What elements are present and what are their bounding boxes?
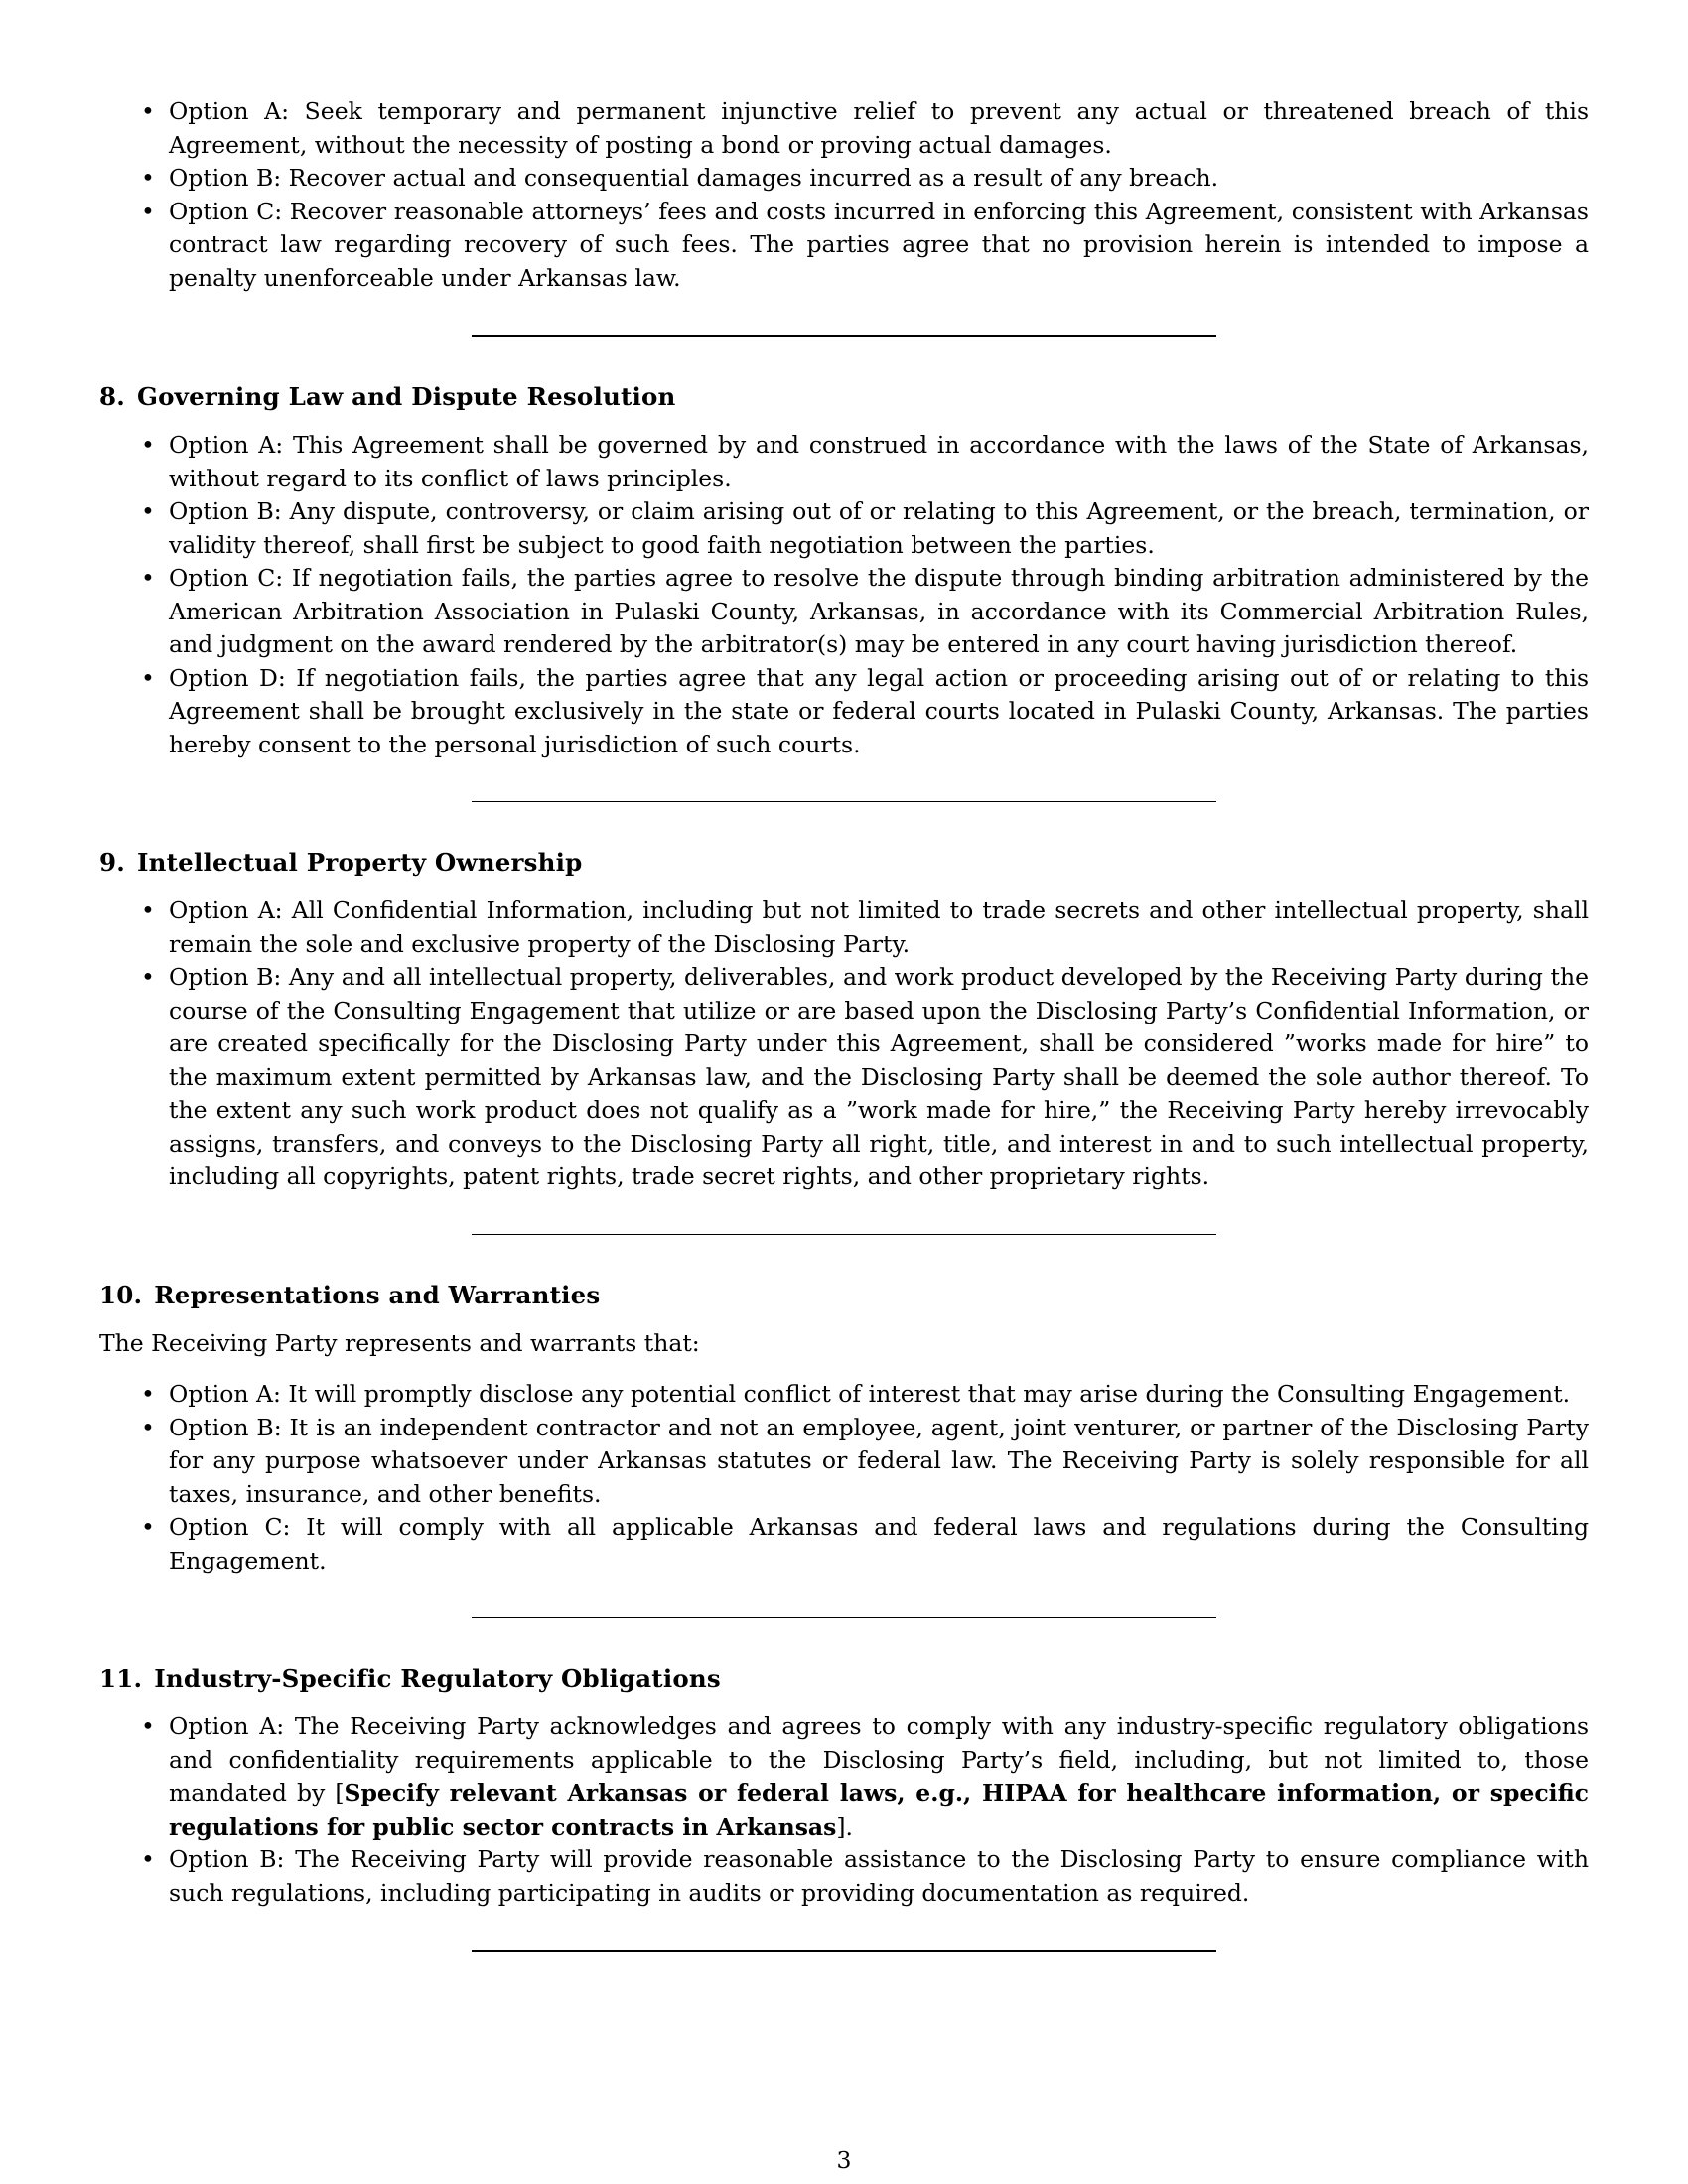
list-item: • Option B: Any and all intellectual property, deliverables, and work product developed by the Receiving Party during the course of the Consulting Engagement that utilize or are based upon the Disclosing Party’s Confidential Information, or are created specifically for the Disclosing Party under this Agreement, shall be considered ”works made for hire” to the maximum extent permitted by Arkansas law, and the Disclosing Party shall be deemed the sole author thereof. To the extent any such work product does not qualify as a ”work made for hire,” the Receiving Party hereby irrevocably assigns, transfers, and conveys to the Disclosing Party all right, title, and interest in and to such intellectual property, including all copyrights, patent rights, trade secret rights, and other proprietary rights. [99,961,1589,1194]
section-divider [472,335,1216,337]
section-heading-10 [99,1279,1589,1312]
section-11-options-list [99,1710,1589,1910]
section-title: Governing Law and Dispute Resolution [136,382,676,411]
list-item: • Option C: It will comply with all applicable Arkansas and federal laws and regulations during the Consulting Engagement. [99,1511,1589,1577]
remedies-options-list [99,95,1589,295]
page-number: 3 [836,2146,852,2174]
section-title: Representations and Warranties [154,1280,601,1309]
list-item: • Option A: It will promptly disclose any potential conflict of interest that may arise during the Consulting Engagement. [99,1378,1589,1412]
list-item: • Option C: If negotiation fails, the parties agree to resolve the dispute through binding arbitration administered by the American Arbitration Association in Pulaski County, Arkansas, in accordance with its Commercial Arbitration Rules, and judgment on the award rendered by the arbitrator(s) may be entered in any court having jurisdiction thereof. [99,562,1589,662]
list-item: • Option B: Recover actual and consequential damages incurred as a result of any breach. [99,162,1589,196]
option-text: ]. [836,1812,854,1841]
section-divider [472,1950,1216,1952]
list-item: • Option B: The Receiving Party will provide reasonable assistance to the Disclosing Party to ensure compliance with such regulations, including participating in audits or providing documentation as required. [99,1843,1589,1910]
list-item: • Option B: Any dispute, controversy, or claim arising out of or relating to this Agreement, or the breach, termination, or validity thereof, shall first be subject to good faith negotiation between the parties. [99,495,1589,562]
section-divider [472,801,1216,802]
section-heading-9 [99,846,1589,880]
section-number: 11. [99,1664,143,1693]
section-9-options-list [99,894,1589,1194]
section-title: Intellectual Property Ownership [136,848,583,877]
placeholder-instruction: Specify relevant Arkansas or federal laws, e.g., HIPAA for healthcare information, or specific regulations for public sector contracts in Arkansas [169,1779,1589,1841]
section-heading-11 [99,1662,1589,1696]
section-8-options-list [99,429,1589,761]
section-heading-8 [99,380,1589,414]
section-number: 9. [99,848,125,877]
list-item: • Option D: If negotiation fails, the parties agree that any legal action or proceeding arising out of or relating to this Agreement shall be brought exclusively in the state or federal courts located in Pulaski County, Arkansas. The parties hereby consent to the personal jurisdiction of such courts. [99,662,1589,762]
list-item: • Option A: All Confidential Information, including but not limited to trade secrets and other intellectual property, shall remain the sole and exclusive property of the Disclosing Party. [99,894,1589,961]
list-item [99,1710,1589,1843]
section-number: 10. [99,1280,143,1309]
list-item: • Option B: It is an independent contractor and not an employee, agent, joint venturer, or partner of the Disclosing Party for any purpose whatsoever under Arkansas statutes or federal law. The Receiving Party is solely responsible for all taxes, insurance, and other benefits. [99,1412,1589,1512]
section-divider [472,1617,1216,1618]
section-title: Industry-Specific Regulatory Obligations [154,1664,721,1693]
option-text: Option A: The Receiving Party acknowledges and agrees to comply with any industry-specific regulatory obligations and confidentiality requirements applicable to the Disclosing Party’s field, including, but not limited to, those mandated by [ [169,1712,1589,1807]
list-item: • Option A: This Agreement shall be governed by and construed in accordance with the laws of the State of Arkansas, without regard to its conflict of laws principles. [99,429,1589,495]
section-number: 8. [99,382,125,411]
list-item: • Option A: Seek temporary and permanent injunctive relief to prevent any actual or threatened breach of this Agreement, without the necessity of posting a bond or proving actual damages. [99,95,1589,162]
section-10-options-list [99,1378,1589,1577]
list-item: • Option C: Recover reasonable attorneys’ fees and costs incurred in enforcing this Agreement, consistent with Arkansas contract law regarding recovery of such fees. The parties agree that no provision herein is intended to impose a penalty unenforceable under Arkansas law. [99,196,1589,296]
section-divider [472,1234,1216,1235]
section-intro: The Receiving Party represents and warrants that: [99,1328,700,1357]
